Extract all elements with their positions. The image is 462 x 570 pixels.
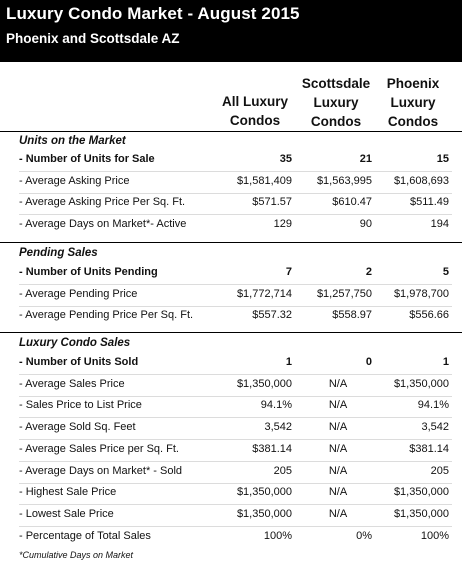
- cell-phoenix: 3,542: [421, 421, 449, 434]
- cell-all: 7: [285, 266, 292, 278]
- cell-scottsdale: 21: [359, 153, 372, 165]
- column-header-line: Condos: [310, 114, 362, 129]
- cell-scottsdale: N/A: [328, 442, 348, 455]
- cell-all: 1: [285, 356, 292, 368]
- cell-all: 3,542: [264, 421, 292, 434]
- cell-phoenix: 15: [436, 153, 449, 165]
- section-title: Luxury Condo Sales: [19, 337, 131, 349]
- row-label: - Average Asking Price Per Sq. Ft.: [19, 196, 186, 209]
- row-label: - Average Sales Price per Sq. Ft.: [19, 442, 179, 455]
- column-header-line: Scottsdale: [301, 76, 371, 91]
- row-label: - Average Days on Market* - Sold: [19, 464, 183, 477]
- row-label: - Number of Units Sold: [19, 356, 139, 368]
- section-title: Pending Sales: [19, 247, 98, 259]
- table-row: [0, 462, 462, 484]
- table-row: [0, 483, 462, 505]
- table-row: [0, 306, 462, 328]
- table-row: [0, 353, 462, 375]
- table-row: [0, 215, 462, 237]
- cell-phoenix: 1: [442, 356, 449, 368]
- row-label: - Average Sold Sq. Feet: [19, 421, 136, 434]
- cell-all: $571.57: [252, 196, 292, 209]
- section-divider: [0, 332, 462, 333]
- row-label: - Average Pending Price: [19, 287, 138, 300]
- table-row: [0, 375, 462, 397]
- cell-phoenix: $381.14: [409, 442, 449, 455]
- cell-phoenix: $1,350,000: [393, 507, 449, 520]
- cell-phoenix: 194: [430, 218, 449, 231]
- row-label: - Lowest Sale Price: [19, 507, 114, 520]
- page-title: Luxury Condo Market - August 2015: [6, 4, 300, 23]
- cell-scottsdale: N/A: [328, 486, 348, 499]
- cell-all: 205: [273, 464, 292, 477]
- cell-phoenix: 5: [442, 266, 449, 278]
- column-header-line: Luxury: [390, 95, 436, 110]
- cell-all: $557.32: [252, 309, 292, 322]
- cell-all: $381.14: [252, 442, 292, 455]
- cell-scottsdale: $558.97: [332, 309, 372, 322]
- section-divider: [0, 242, 462, 243]
- cell-all: 129: [273, 218, 292, 231]
- cell-phoenix: $1,978,700: [393, 287, 449, 300]
- row-label: - Number of Units for Sale: [19, 153, 155, 165]
- cell-all: 94.1%: [260, 399, 292, 412]
- row-label: - Highest Sale Price: [19, 486, 117, 499]
- column-header-line: Condos: [387, 114, 439, 129]
- row-label: - Average Asking Price: [19, 174, 130, 187]
- cell-all: $1,350,000: [236, 486, 292, 499]
- row-label: - Percentage of Total Sales: [19, 529, 151, 542]
- cell-all: $1,772,714: [236, 287, 292, 300]
- section-divider: [0, 131, 462, 132]
- column-header-phoenix: [378, 74, 448, 131]
- cell-scottsdale: N/A: [328, 399, 348, 412]
- footnote: *Cumulative Days on Market: [19, 550, 134, 560]
- table-row: [0, 418, 462, 440]
- cell-scottsdale: 0: [365, 356, 372, 368]
- cell-all: $1,350,000: [236, 377, 292, 390]
- column-header-line: All Luxury: [221, 94, 288, 109]
- cell-phoenix: 94.1%: [417, 399, 449, 412]
- cell-scottsdale: 2: [365, 266, 372, 278]
- cell-scottsdale: N/A: [328, 507, 348, 520]
- cell-phoenix: 205: [430, 464, 449, 477]
- column-header-line: Phoenix: [386, 76, 440, 91]
- row-label: - Average Days on Market*- Active: [19, 218, 187, 231]
- table-row: [0, 505, 462, 527]
- table-row: [0, 150, 462, 172]
- cell-scottsdale: 90: [359, 218, 372, 231]
- cell-scottsdale: N/A: [328, 464, 348, 477]
- column-header-line: Luxury: [313, 95, 359, 110]
- row-label: - Average Sales Price: [19, 377, 125, 390]
- table-row: [0, 263, 462, 285]
- table-row: [0, 193, 462, 215]
- table-row: [0, 440, 462, 462]
- column-header-all-luxury: [212, 92, 298, 130]
- cell-phoenix: $556.66: [409, 309, 449, 322]
- cell-all: $1,350,000: [236, 507, 292, 520]
- cell-all: 35: [279, 153, 292, 165]
- table-row: [0, 396, 462, 418]
- cell-scottsdale: $1,563,995: [316, 174, 372, 187]
- page-subtitle: Phoenix and Scottsdale AZ: [6, 31, 180, 46]
- column-header-scottsdale: [300, 74, 372, 131]
- cell-all: $1,581,409: [236, 174, 292, 187]
- cell-phoenix: 100%: [420, 529, 449, 542]
- header-banner: [0, 0, 462, 62]
- table-row: [0, 527, 462, 549]
- cell-phoenix: $1,350,000: [393, 377, 449, 390]
- cell-scottsdale: N/A: [328, 377, 348, 390]
- row-label: - Number of Units Pending: [19, 266, 158, 278]
- table-row: [0, 285, 462, 307]
- cell-all: 100%: [263, 529, 292, 542]
- column-header-line: Condos: [229, 113, 281, 128]
- cell-scottsdale: 0%: [356, 529, 372, 542]
- row-label: - Sales Price to List Price: [19, 399, 142, 412]
- cell-scottsdale: N/A: [328, 421, 348, 434]
- cell-phoenix: $1,608,693: [393, 174, 449, 187]
- cell-scottsdale: $610.47: [332, 196, 372, 209]
- cell-phoenix: $511.49: [410, 196, 449, 209]
- section-title: Units on the Market: [19, 135, 126, 147]
- cell-scottsdale: $1,257,750: [316, 287, 372, 300]
- table-row: [0, 172, 462, 194]
- row-label: - Average Pending Price Per Sq. Ft.: [19, 309, 194, 322]
- cell-phoenix: $1,350,000: [393, 486, 449, 499]
